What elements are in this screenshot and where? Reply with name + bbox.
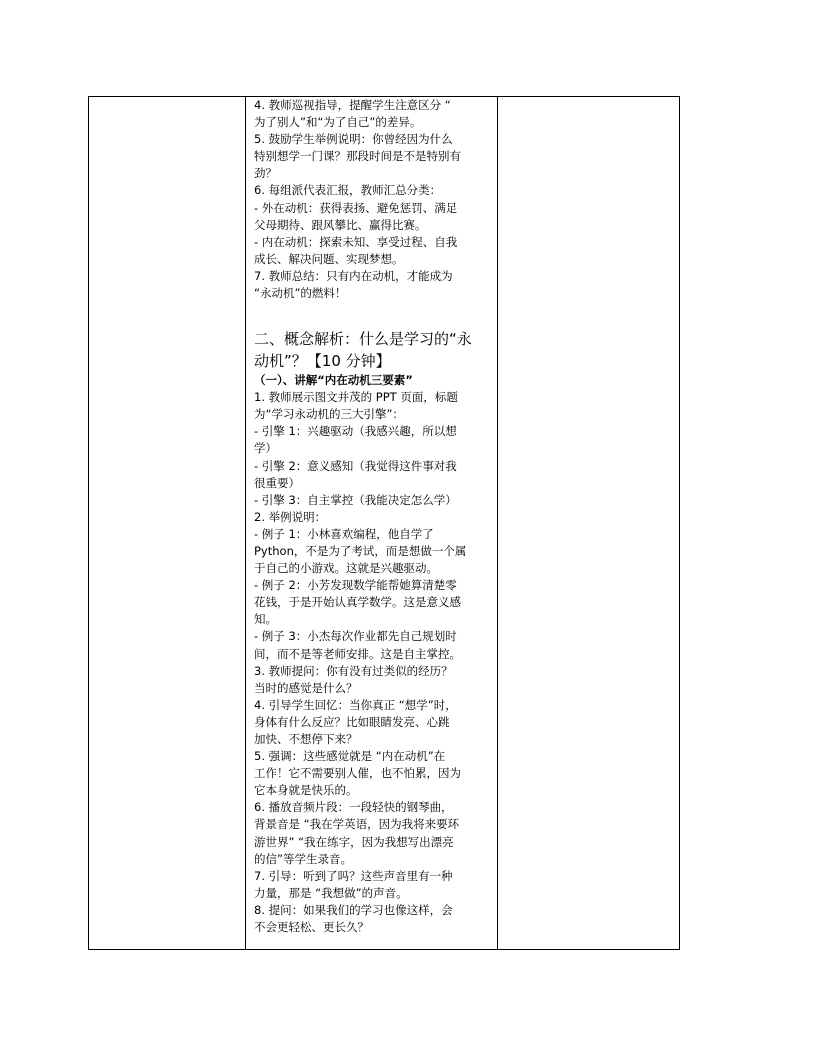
activity-cell (254, 97, 490, 936)
list-item: - 内在动机：探索未知、享受过程、自我 成长、解决问题、实现梦想。 (254, 234, 458, 266)
list-item: 6. 播放音频片段：一段轻快的钢琴曲， 背景音是 “我在学英语，因为我将来要环 游世界” “我在练字，因为我想写出漂亮 的信”等学生录音。 (254, 800, 460, 866)
list-item: 7. 教师总结：只有内在动机，才能成为 “永动机”的燃料！ (254, 268, 453, 301)
list-item: - 例子 1：小林喜欢编程，他自学了 Python，不是为了考试，而是想做一个属 于自己的小游戏。这就是兴趣驱动。 (254, 526, 467, 576)
lesson-table (88, 96, 680, 950)
list-item: 5. 鼓励学生举例说明：你曾经因为什么 特别想学一门课？那段时间是不是特别有 劲？ (254, 132, 461, 181)
list-item: 2. 举例说明： (254, 509, 327, 524)
column-divider-left (245, 97, 246, 949)
list-item: 5. 强调：这些感觉就是 “内在动机”在 工作！它不需要别人催，也不怕累，因为 它本身就是快乐的。 (254, 749, 461, 798)
list-item: 6. 每组派代表汇报，教师汇总分类： (254, 183, 442, 198)
list-item: - 引擎 2：意义感知（我觉得这件事对我 很重要） (254, 458, 457, 490)
list-item: - 引擎 3：自主掌控（我能决定怎么学） (254, 492, 457, 507)
list-item: - 例子 3：小杰每次作业都先自己规划时 间，而不是等老师安排。这是自主掌控。 (254, 629, 461, 661)
list-item: - 引擎 1：兴趣驱动（我感兴趣，所以想 学） (254, 424, 457, 456)
list-item: 1. 教师展示图文并茂的 PPT 页面，标题 为“学习永动机的三大引擎”： (254, 390, 458, 422)
column-divider-right (497, 97, 498, 949)
list-item: - 例子 2：小芳发现数学能帮她算清楚零 花钱，于是开始认真学数学。这是意义感 知。 (254, 578, 461, 627)
list-item: 8. 提问：如果我们的学习也像这样，会 不会更轻松、更长久？ (254, 902, 453, 935)
list-item: 4. 教师巡视指导，提醒学生注意区分 “ 为了别人”和“为了自己”的差异。 (254, 98, 451, 130)
section-heading: 二、概念解析：什么是学习的“永 动机”？【10 分钟】 (254, 330, 472, 371)
subsection-heading: （一）、讲解“内在动机三要素” (254, 373, 413, 388)
list-item: 4. 引导学生回忆：当你真正 “想学”时， 身体有什么反应？比如眼睛发亮、心跳 加快、不想停下来？ (254, 697, 457, 746)
list-item: 3. 教师提问：你有没有过类似的经历？ 当时的感觉是什么？ (254, 663, 453, 695)
list-item: - 外在动机：获得表扬、避免惩罚、满足 父母期待、跟风攀比、赢得比赛。 (254, 200, 458, 232)
list-item: 7. 引导：听到了吗？这些声音里有一种 力量，那是 “我想做”的声音。 (254, 868, 453, 900)
